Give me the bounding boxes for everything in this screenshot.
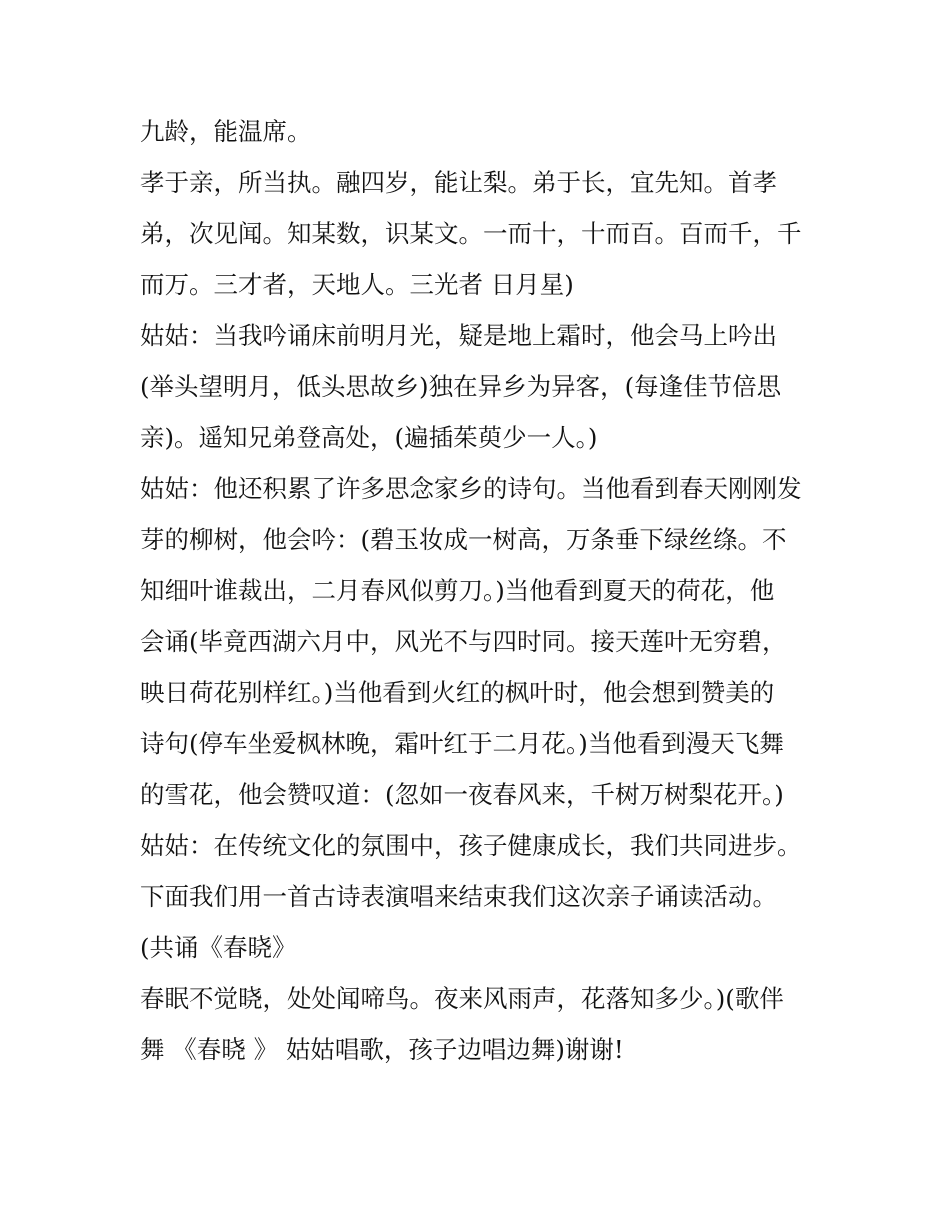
text-line: 的雪花，他会赞叹道：(忽如一夜春风来，千树万树梨花开。)	[140, 780, 784, 809]
text-line: 芽的柳树，他会吟：(碧玉妆成一树高，万条垂下绿丝绦。不	[140, 525, 787, 554]
text-line: 下面我们用一首古诗表演唱来结束我们这次亲子诵读活动。	[140, 882, 777, 911]
text-line: 亲)。遥知兄弟登高处，(遍插茱萸少一人。)	[140, 423, 598, 452]
text-line: 姑姑：当我吟诵床前明月光，疑是地上霜时，他会马上吟出	[140, 321, 777, 350]
text-line: 而万。三才者，天地人。三光者 日月星)	[140, 270, 574, 299]
text-line: 映日荷花别样红。)当他看到火红的枫叶时，他会想到赞美的	[140, 678, 775, 707]
text-line: 知细叶谁裁出，二月春风似剪刀。)当他看到夏天的荷花，他	[140, 576, 775, 605]
text-line: 舞 《春晓 》 姑姑唱歌，孩子边唱边舞)谢谢!	[140, 1035, 624, 1064]
text-line: 九龄，能温席。	[140, 117, 312, 146]
text-line: 会诵(毕竟西湖六月中，风光不与四时同。接天莲叶无穷碧，	[140, 627, 787, 656]
text-line: 姑姑：他还积累了许多思念家乡的诗句。当他看到春天刚刚发	[140, 474, 802, 503]
text-line: 弟，次见闻。知某数，识某文。一而十，十而百。百而千，千	[140, 219, 802, 248]
text-line: (举头望明月，低头思故乡)独在异乡为异客，(每逢佳节倍思	[140, 372, 782, 401]
text-line: 诗句(停车坐爱枫林晚，霜叶红于二月花。)当他看到漫天飞舞	[140, 729, 784, 758]
text-line: (共诵《春晓》	[140, 933, 297, 962]
document-body	[140, 106, 830, 1075]
text-line: 姑姑：在传统文化的氛围中，孩子健康成长，我们共同进步。	[140, 831, 802, 860]
text-line: 春眠不觉晓，处处闻啼鸟。夜来风雨声，花落知多少。)(歌伴	[140, 984, 784, 1013]
text-line: 孝于亲，所当执。融四岁，能让梨。弟于长，宜先知。首孝	[140, 168, 777, 197]
